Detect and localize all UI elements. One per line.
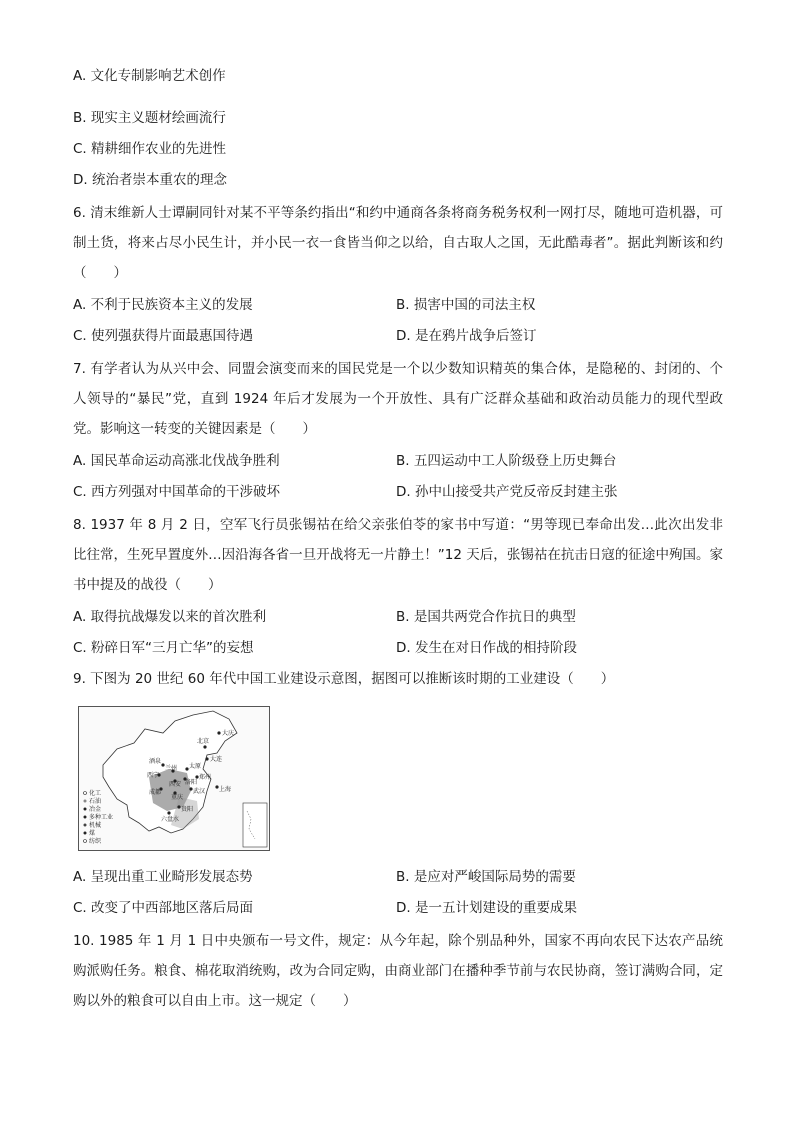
q9-option-c: C. 改变了中西部地区落后局面: [73, 900, 254, 916]
q7-option-b: B. 五四运动中工人阶级登上历史舞台: [396, 453, 617, 469]
q8-option-c: C. 粉碎日军“三月亡华”的妄想: [73, 640, 254, 656]
city-label: 西安: [169, 781, 182, 788]
q6-option-a: A. 不利于民族资本主义的发展: [73, 297, 253, 313]
map-inset: [243, 803, 267, 847]
q6-option-d: D. 是在鸦片战争后签订: [396, 328, 537, 344]
city-label: 大连: [210, 756, 223, 763]
q8-option-d: D. 发生在对日作战的相持阶段: [396, 640, 577, 656]
legend-item: 煤: [89, 830, 96, 837]
china-industry-map: [78, 706, 270, 851]
city-label: 六盘水: [161, 816, 180, 823]
legend-item: 石油: [89, 798, 102, 805]
city-label: 太原: [189, 763, 202, 770]
city-label: 大庆: [222, 730, 235, 737]
city-label: 酒泉: [149, 758, 162, 765]
q7-stem: 7. 有学者认为从兴中会、同盟会演变而来的国民党是一个以少数知识精英的集合体，是隐秘的、封闭的、个人领导的“暴民”党，直到 1924 年后才发展为一个开放性、具有广泛群众基础和政治动员能力的现代型政党。影响这一转变的关键因素是（ ）: [73, 361, 723, 437]
q8-stem: 8. 1937 年 8 月 2 日，空军飞行员张锡祜在给父亲张伯苓的家书中写道：“男等现已奉命出发…此次出发非比往常，生死早置度外…因沿海各省一旦开战将无一片静土！”12 天后，张锡祜在抗击日寇的征途中殉国。家书中提及的战役（ ）: [73, 517, 723, 593]
city-label: 武汉: [193, 788, 206, 795]
q7-option-c: C. 西方列强对中国革命的干涉破坏: [73, 484, 281, 500]
q6-option-b: B. 损害中国的司法主权: [396, 297, 536, 313]
city-label: 洛阳: [185, 779, 198, 786]
q7-option-d: D. 孙中山接受共产党反帝反封建主张: [396, 484, 618, 500]
q9-option-a: A. 呈现出重工业畸形发展态势: [73, 869, 253, 885]
q6-option-c: C. 使列强获得片面最惠国待遇: [73, 328, 254, 344]
q6-stem: 6. 清末维新人士谭嗣同针对某不平等条约指出“和约中通商各条将商务税务权利一网打尽，随地可造机器，可制土货，将来占尽小民生计，并小民一衣一食皆当仰之以给，自古取人之国，无此酷毒者”。据此判断该和约（ ）: [73, 205, 723, 281]
city-label: 成都: [149, 789, 162, 796]
city-label: 西宁: [147, 772, 160, 779]
q10-stem: 10. 1985 年 1 月 1 日中央颁布一号文件，规定：从今年起，除个别品种外，国家不再向农民下达农产品统购派购任务。粮食、棉花取消统购，改为合同定购，由商业部门在播种季节前与农民协商，签订满购合同，定购以外的粮食可以自由上市。这一规定（ ）: [73, 933, 723, 1009]
city-label: 贵阳: [181, 806, 194, 813]
city-label: 郑州: [199, 774, 212, 781]
city-label: 上海: [219, 786, 232, 793]
q8-option-a: A. 取得抗战爆发以来的首次胜利: [73, 609, 267, 625]
q9-option-d: D. 是一五计划建设的重要成果: [396, 900, 577, 916]
q8-option-b: B. 是国共两党合作抗日的典型: [396, 609, 576, 625]
q5-option-c: C. 精耕细作农业的先进性: [73, 141, 227, 157]
city-label: 北京: [197, 738, 210, 745]
legend-item: 纺织: [89, 838, 102, 845]
city-label: 兰州: [165, 765, 178, 772]
q5-option-d: D. 统治者崇本重农的理念: [73, 172, 227, 188]
q5-option-a: A. 文化专制影响艺术创作: [73, 68, 226, 84]
city-label: 重庆: [171, 794, 184, 801]
legend-item: 机械: [89, 822, 102, 829]
legend-item: 冶金: [89, 806, 102, 813]
legend-item: 化工: [89, 790, 102, 797]
map-legend: [84, 789, 114, 845]
q9-stem: 9. 下图为 20 世纪 60 年代中国工业建设示意图，据图可以推断该时期的工业建设（ ）: [73, 671, 615, 687]
legend-item: 多种工业: [89, 814, 114, 821]
q9-option-b: B. 是应对严峻国际局势的需要: [396, 869, 576, 885]
q7-option-a: A. 国民革命运动高涨北伐战争胜利: [73, 453, 280, 469]
q5-option-b: B. 现实主义题材绘画流行: [73, 110, 226, 126]
